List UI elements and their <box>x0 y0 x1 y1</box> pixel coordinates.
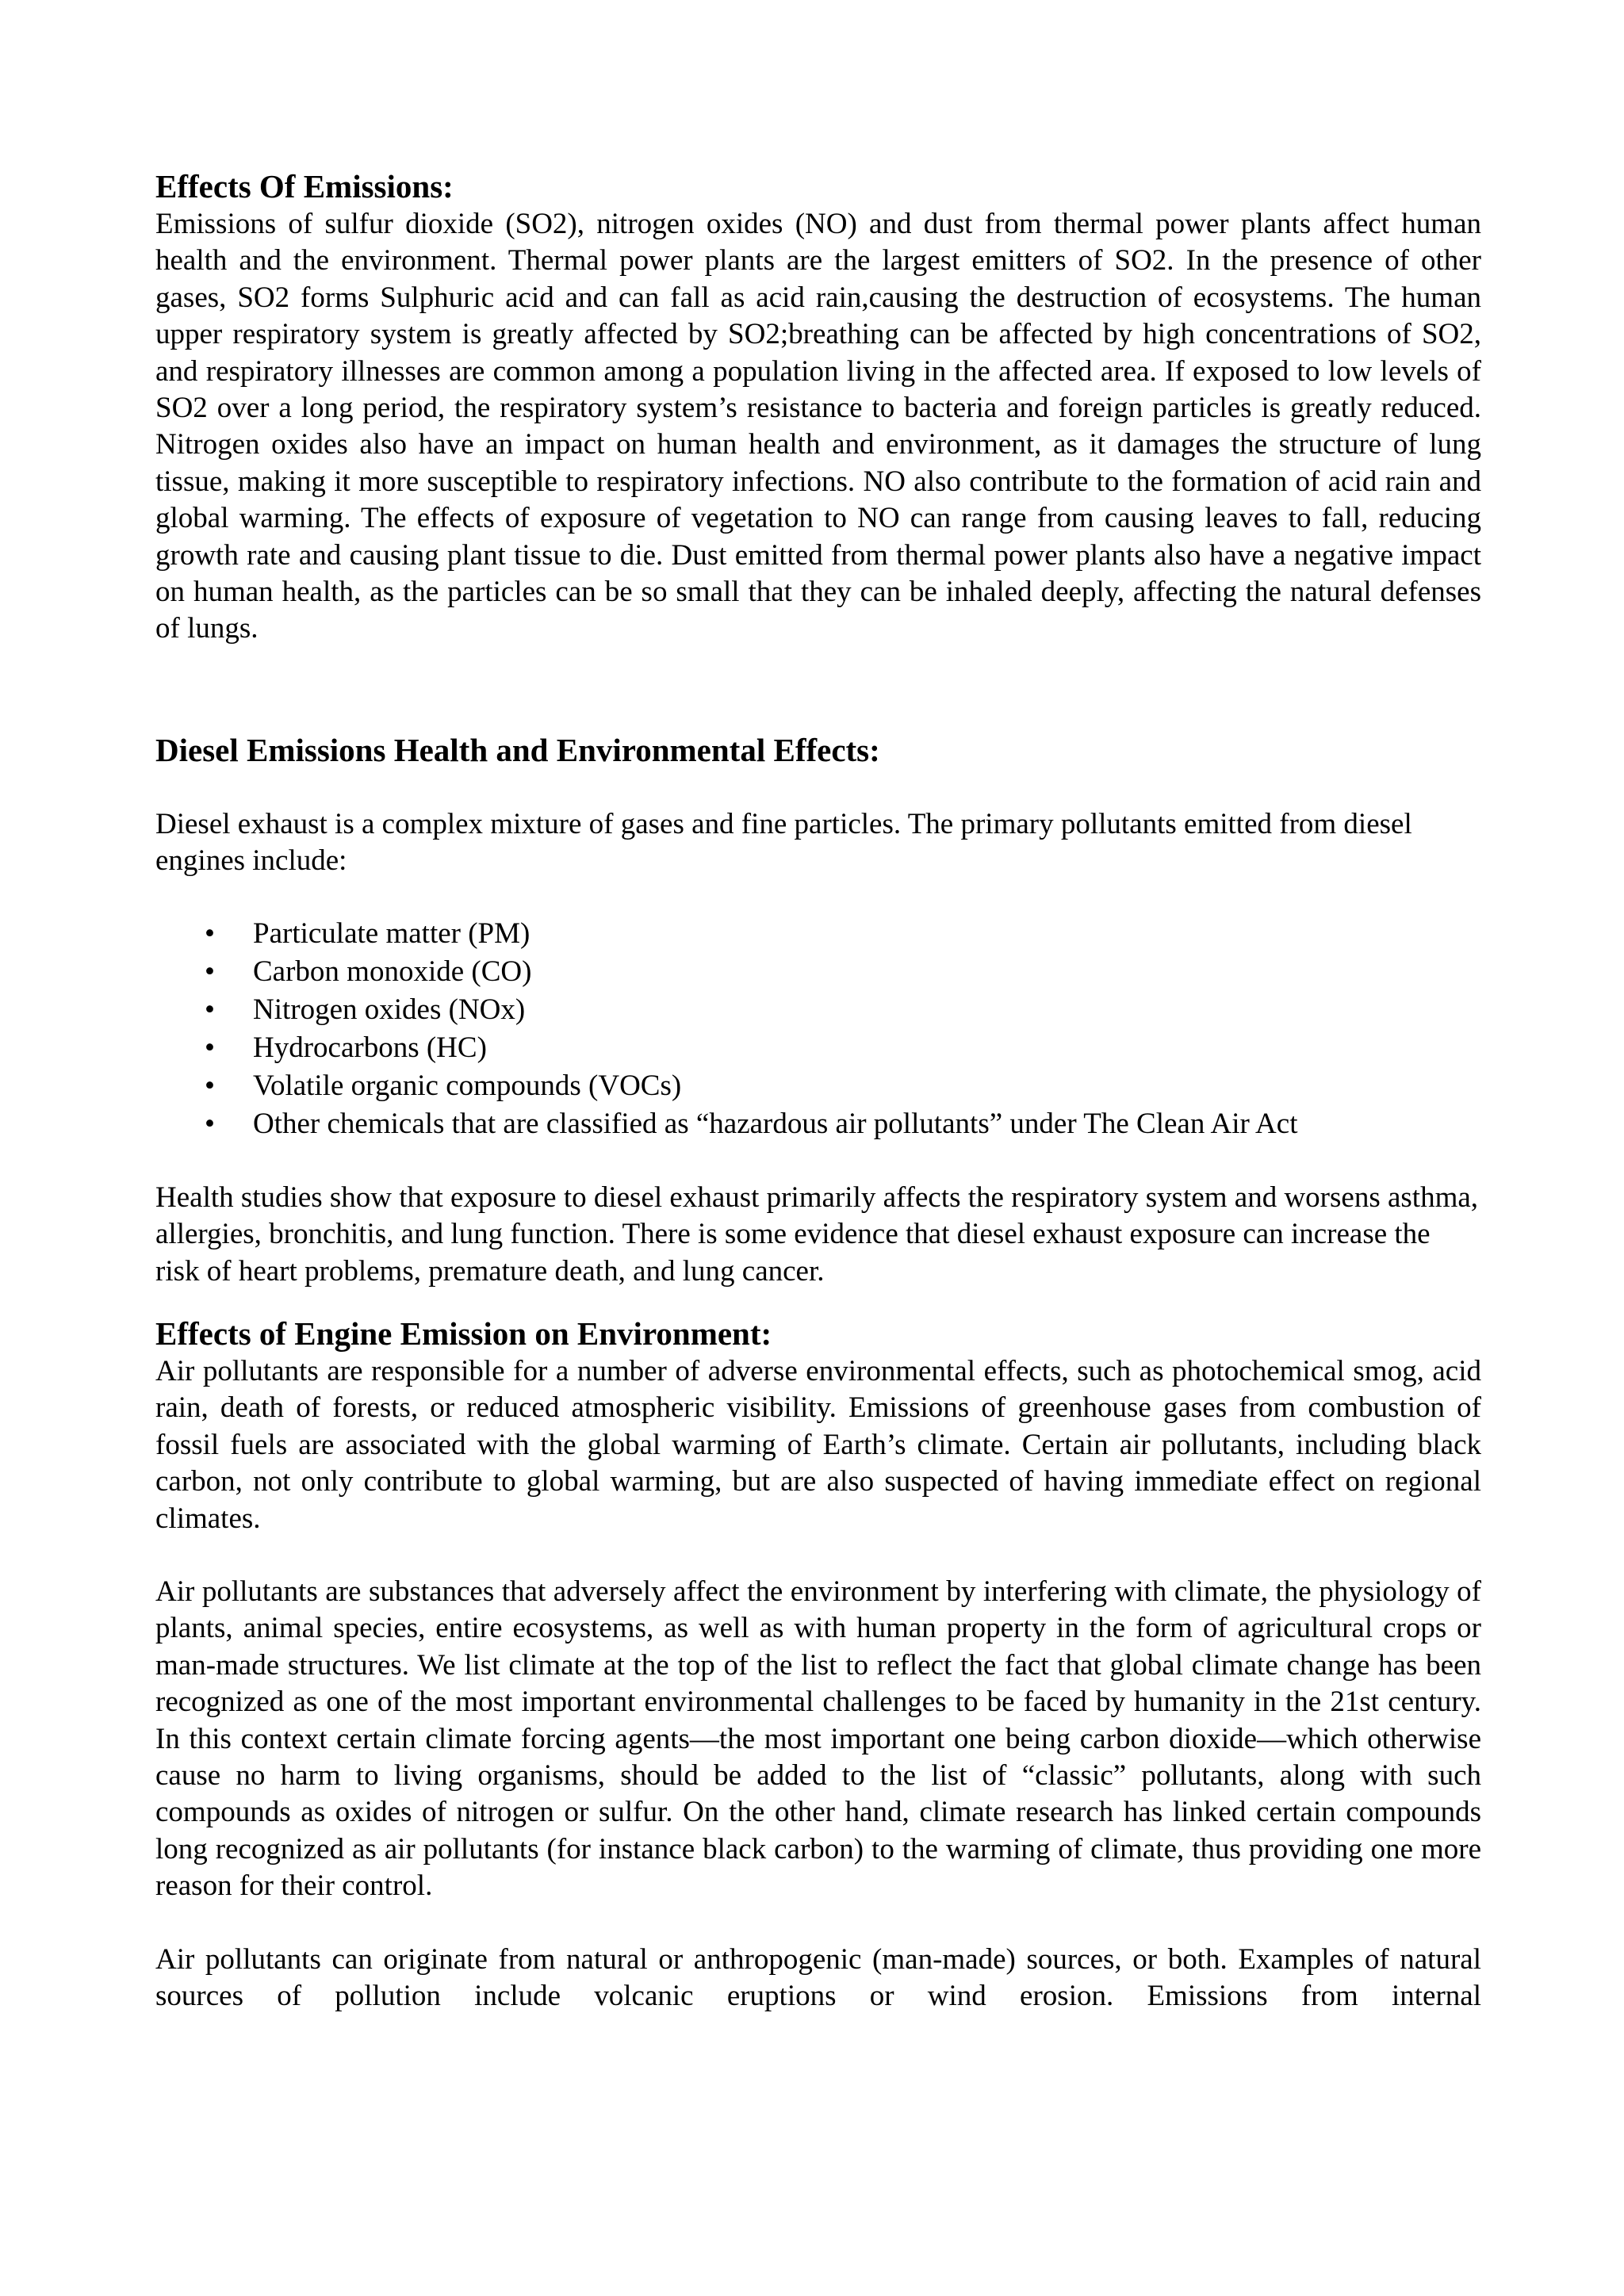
diesel-intro-paragraph: Diesel exhaust is a complex mixture of gases and fine particles. The primary pollutants emitted from diesel engines include: <box>155 807 1412 878</box>
bullet-icon: • <box>205 1069 215 1102</box>
bullet-icon: • <box>205 1031 215 1064</box>
list-item: • Hydrocarbons (HC) <box>155 1029 1481 1067</box>
bullet-icon: • <box>205 955 215 988</box>
section-heading-effects-of-emissions: Effects Of Emissions: <box>155 168 454 205</box>
bullet-icon: • <box>205 993 215 1026</box>
section-heading-engine-emission-environment: Effects of Engine Emission on Environment: <box>155 1314 772 1352</box>
list-item: • Other chemicals that are classified as “hazardous air pollutants” under The Clean Air Act <box>155 1105 1481 1143</box>
pollutant-bullet-list <box>155 915 1481 1143</box>
environment-paragraph-2: Air pollutants are substances that adversely affect the environment by interfering with climate, the physiology of plants, animal species, entire ecosystems, as well as with human property in the form of agricultural crops or man-made structures. We list climate at the top of the list to reflect the fact that global climate change has been recognized as one of the most important environmental challenges to be faced by humanity in the 21st century. In this context certain climate forcing agents—the most important one being carbon dioxide—which otherwise cause no harm to living organisms, should be added to the list of “classic” pollutants, along with such compounds as oxides of nitrogen or sulfur. On the other hand, climate research has linked certain compounds long recognized as air pollutants (for instance black carbon) to the warming of climate, thus providing one more reason for their control. <box>155 1575 1481 1903</box>
list-item: • Volatile organic compounds (VOCs) <box>155 1067 1481 1105</box>
list-item: • Nitrogen oxides (NOx) <box>155 991 1481 1029</box>
environment-paragraph-1: Air pollutants are responsible for a number of adverse environmental effects, such as photochemical smog, acid rain, death of forests, or reduced atmospheric visibility. Emissions of greenhouse gases from combustion of fossil fuels are associated with the global warming of Earth’s climate. Certain air pollutants, including black carbon, not only contribute to global warming, but are also suspected of having immediate effect on regional climates. <box>155 1354 1481 1535</box>
document-page <box>155 166 1481 2015</box>
list-item: • Particulate matter (PM) <box>155 915 1481 953</box>
section-heading-diesel-emissions: Diesel Emissions Health and Environmental Effects: <box>155 731 880 768</box>
diesel-health-paragraph: Health studies show that exposure to diesel exhaust primarily affects the respiratory system and worsens asthma, allergies, bronchitis, and lung function. There is some evidence that diesel exhaust exposure can increase the risk of heart problems, premature death, and lung cancer. <box>155 1181 1479 1288</box>
bullet-icon: • <box>205 1107 215 1140</box>
list-item: • Carbon monoxide (CO) <box>155 953 1481 991</box>
bullet-icon: • <box>205 916 215 950</box>
environment-paragraph-3: Air pollutants can originate from natural or anthropogenic (man-made) sources, or both. Examples of natural sources of pollution include volcanic eruptions or wind erosion. Emissions from internal <box>155 1942 1481 2012</box>
section-paragraph-effects-of-emissions: Emissions of sulfur dioxide (SO2), nitrogen oxides (NO) and dust from thermal power plants affect human health and the environment. Thermal power plants are the largest emitters of SO2. In the presence of other gases, SO2 forms Sulphuric acid and can fall as acid rain,causing the destruction of ecosystems. The human upper respiratory system is greatly affected by SO2;breathing can be affected by high concentrations of SO2, and respiratory illnesses are common among a population living in the affected area. If exposed to low levels of SO2 over a long period, the respiratory system’s resistance to bacteria and foreign particles is greatly reduced. Nitrogen oxides also have an impact on human health and environment, as it damages the structure of lung tissue, making it more susceptible to respiratory infections. NO also contribute to the formation of acid rain and global warming. The effects of exposure of vegetation to NO can range from causing leaves to fall, reducing growth rate and causing plant tissue to die. Dust emitted from thermal power plants also have a negative impact on human health, as the particles can be so small that they can be inhaled deeply, affecting the natural defenses of lungs. <box>155 208 1481 645</box>
